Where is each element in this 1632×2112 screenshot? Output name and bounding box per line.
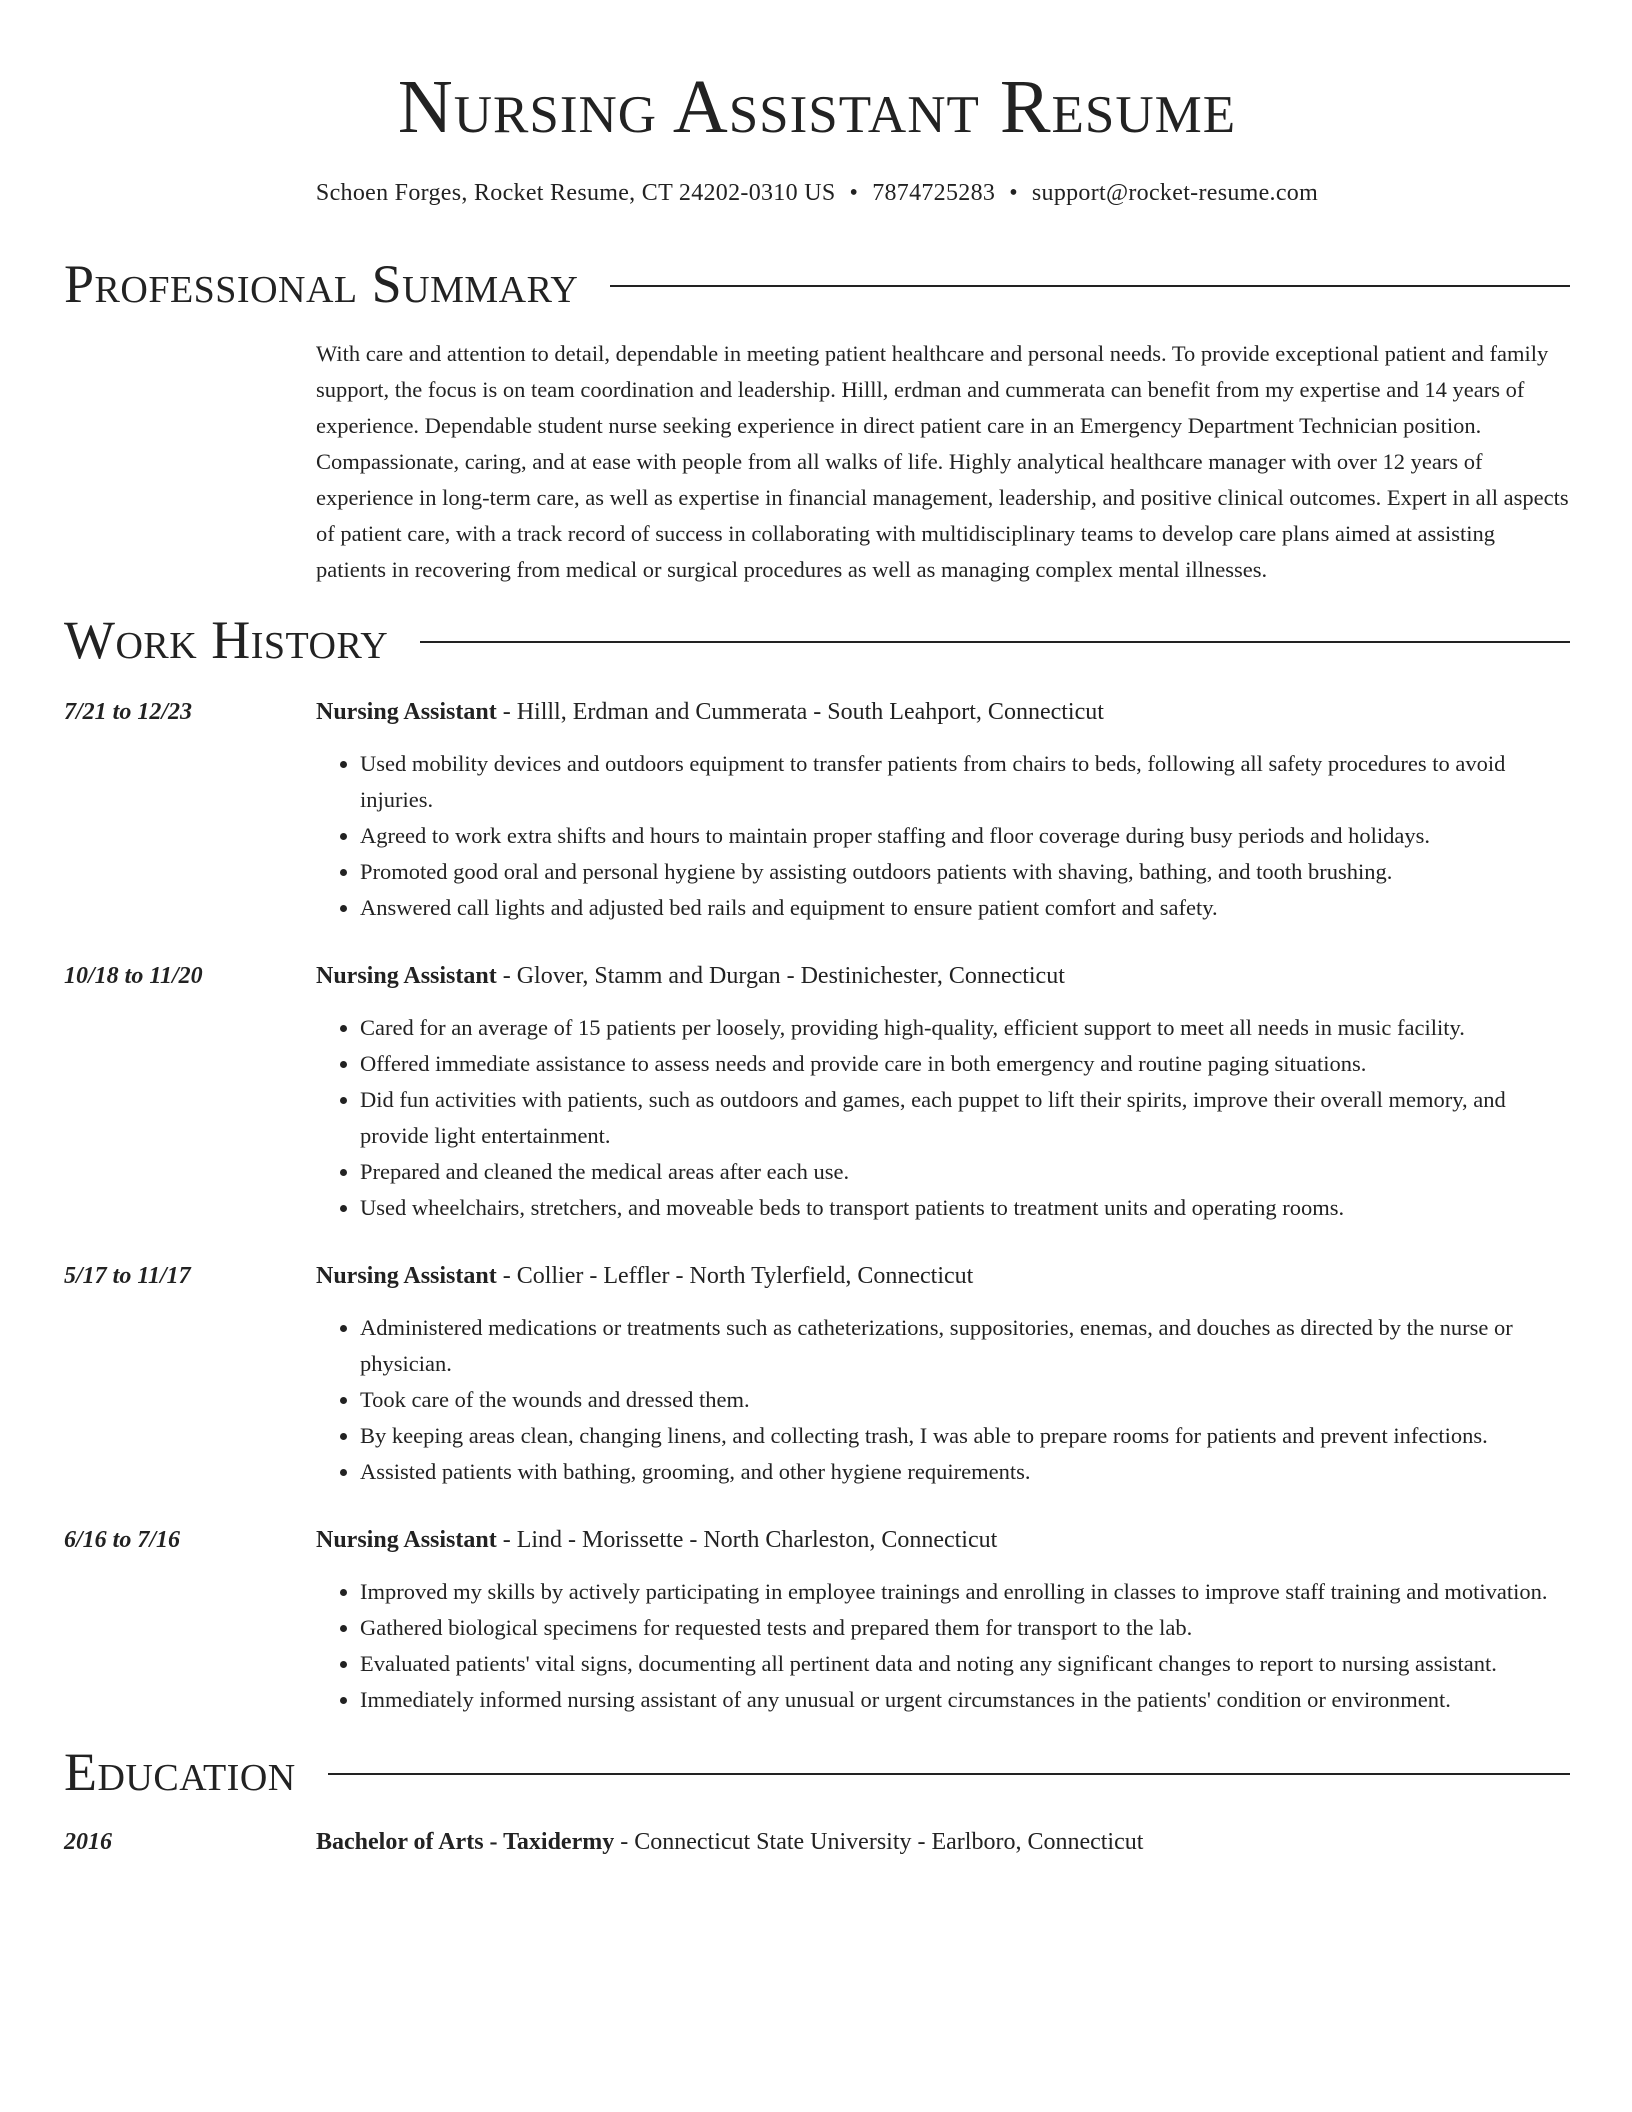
job-bullet: • Agreed to work extra shifts and hours to maintain proper staffing and floor coverage during busy periods and holidays. <box>360 818 1570 854</box>
education-entry-body <box>316 1824 1570 1860</box>
work-section-header <box>64 610 1570 670</box>
work-entry-title <box>316 694 1570 730</box>
resume-page <box>64 0 1570 1860</box>
job-bullet: • Evaluated patients' vital signs, documenting all pertinent data and noting any significant changes to report to nursing assistant. <box>360 1646 1570 1682</box>
section-divider <box>328 1773 1570 1775</box>
work-entry-body <box>316 1258 1570 1490</box>
job-bullet: • Improved my skills by actively participating in employee trainings and enrolling in classes to improve staff training and motivation. <box>360 1574 1570 1610</box>
work-entry-body <box>316 694 1570 926</box>
work-entry-dates: 10/18 to 11/20 <box>64 963 203 989</box>
job-bullet: • Did fun activities with patients, such as outdoors and games, each puppet to lift their spirits, improve their overall memory, and provide light entertainment. <box>360 1082 1570 1154</box>
job-bullet: • Used mobility devices and outdoors equipment to transfer patients from chairs to beds, following all safety procedures to avoid injuries. <box>360 746 1570 818</box>
job-details: - Hilll, Erdman and Cummerata - South Leahport, Connecticut <box>496 699 1104 725</box>
education-degree: Bachelor of Arts - Taxidermy <box>316 1829 615 1855</box>
job-bullet: • Gathered biological specimens for requested tests and prepared them for transport to the lab. <box>360 1610 1570 1646</box>
contact-address: Schoen Forges, Rocket Resume, CT 24202-0310 US <box>315 180 836 206</box>
job-details: - Collier - Leffler - North Tylerfield, Connecticut <box>496 1263 974 1289</box>
work-entry <box>64 694 1570 926</box>
job-bullet: • Administered medications or treatments such as catheterizations, suppositories, enemas, and douches as directed by the nurse or physician. <box>360 1310 1570 1382</box>
job-bullet: • Cared for an average of 15 patients per loosely, providing high-quality, efficient support to meet all needs in music facility. <box>360 1010 1570 1046</box>
education-entry-title <box>316 1824 1570 1860</box>
contact-separator: • <box>849 180 859 206</box>
job-bullet: • Assisted patients with bathing, grooming, and other hygiene requirements. <box>360 1454 1570 1490</box>
job-bullet: • Promoted good oral and personal hygiene by assisting outdoors patients with shaving, bathing, and tooth brushing. <box>360 854 1570 890</box>
section-divider <box>610 285 1570 287</box>
contact-email: support@rocket-resume.com <box>1031 180 1319 206</box>
education-details: - Connecticut State University - Earlboro, Connecticut <box>614 1829 1144 1855</box>
job-bullet: • Answered call lights and adjusted bed rails and equipment to ensure patient comfort and safety. <box>360 890 1570 926</box>
summary-text: With care and attention to detail, dependable in meeting patient healthcare and personal needs. To provide exceptional patient and family support, the focus is on team coordination and leadership. Hilll, erdman and cummerata can benefit from my expertise and 14 years of experience. Dependable student nurse seeking experience in direct patient care in an Emergency Department Technician position. Compassionate, caring, and at ease with people from all walks of life. Highly analytical healthcare manager with over 12 years of experience in long-term care, as well as expertise in financial management, leadership, and positive clinical outcomes. Expert in all aspects of patient care, with a track record of success in collaborating with multidisciplinary teams to develop care plans aimed at assisting patients in recovering from medical or surgical procedures as well as managing complex mental illnesses. <box>316 341 1569 582</box>
job-bullet: • Used wheelchairs, stretchers, and moveable beds to transport patients to treatment units and operating rooms. <box>360 1190 1570 1226</box>
job-bullet: • By keeping areas clean, changing linens, and collecting trash, I was able to prepare rooms for patients and prevent infections. <box>360 1418 1570 1454</box>
education-section-header <box>64 1742 1570 1802</box>
job-details: - Glover, Stamm and Durgan - Destinichester, Connecticut <box>496 963 1065 989</box>
job-role: Nursing Assistant <box>316 963 497 989</box>
job-role: Nursing Assistant <box>316 699 497 725</box>
job-bullet: • Took care of the wounds and dressed them. <box>360 1382 1570 1418</box>
job-bullet: • Offered immediate assistance to assess needs and provide care in both emergency and routine paging situations. <box>360 1046 1570 1082</box>
job-bullets <box>316 1010 1570 1226</box>
job-bullets <box>316 746 1570 926</box>
summary-section-header <box>64 254 1570 314</box>
work-entry-body <box>316 1522 1570 1718</box>
job-bullets <box>316 1310 1570 1490</box>
work-entry-dates: 6/16 to 7/16 <box>64 1527 181 1553</box>
work-entry-body <box>316 958 1570 1226</box>
contact-line <box>64 176 1570 210</box>
work-entry-dates: 5/17 to 11/17 <box>64 1263 191 1289</box>
job-bullet: • Immediately informed nursing assistant of any unusual or urgent circumstances in the patients' condition or environment. <box>360 1682 1570 1718</box>
work-entry <box>64 1258 1570 1490</box>
work-entry <box>64 958 1570 1226</box>
job-bullets <box>316 1574 1570 1718</box>
work-entry-dates: 7/21 to 12/23 <box>64 699 193 725</box>
education-year: 2016 <box>64 1829 112 1855</box>
resume-title: Nursing Assistant Resume <box>397 65 1237 149</box>
work-entry-title <box>316 958 1570 994</box>
work-heading: Work History <box>64 610 389 670</box>
work-entry-title <box>316 1522 1570 1558</box>
section-divider <box>420 641 1570 643</box>
summary-heading: Professional Summary <box>64 254 579 314</box>
work-entry-title <box>316 1258 1570 1294</box>
job-bullet: • Prepared and cleaned the medical areas after each use. <box>360 1154 1570 1190</box>
contact-phone: 7874725283 <box>872 180 996 206</box>
education-entry <box>64 1824 1570 1860</box>
job-role: Nursing Assistant <box>316 1527 497 1553</box>
contact-separator: • <box>1009 180 1018 206</box>
work-entry <box>64 1522 1570 1718</box>
job-details: - Lind - Morissette - North Charleston, Connecticut <box>496 1527 998 1553</box>
job-role: Nursing Assistant <box>316 1263 497 1289</box>
education-heading: Education <box>64 1742 296 1802</box>
